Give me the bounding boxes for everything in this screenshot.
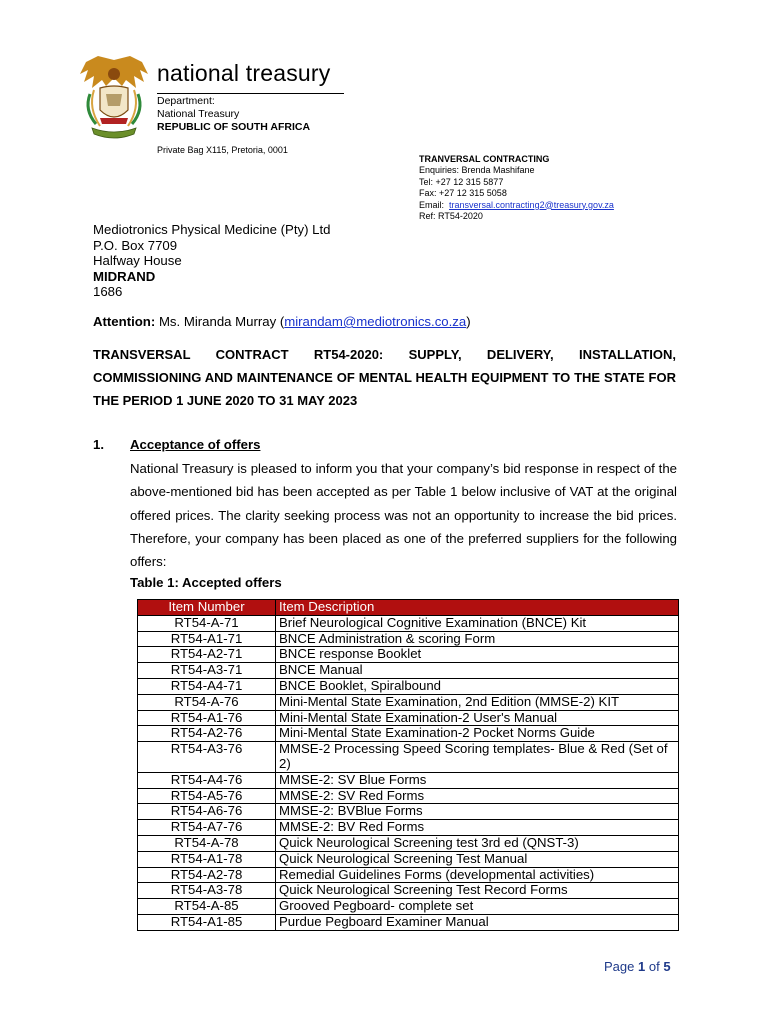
table-row bbox=[138, 726, 679, 742]
recipient-address bbox=[93, 222, 330, 300]
dept-line-3: REPUBLIC OF SOUTH AFRICA bbox=[157, 121, 311, 133]
item-number-cell: RT54-A2-78 bbox=[138, 867, 276, 883]
of-word: of bbox=[648, 959, 660, 974]
item-number-cell: RT54-A1-71 bbox=[138, 631, 276, 647]
contact-enquiries: Enquiries: Brenda Mashifane bbox=[419, 165, 535, 176]
contact-ref: Ref: RT54-2020 bbox=[419, 211, 483, 222]
page-word: Page bbox=[604, 959, 635, 974]
item-description-cell: Mini-Mental State Examination, 2nd Edition (MMSE-2) KIT bbox=[276, 694, 679, 710]
item-description-cell: Quick Neurological Screening Test Manual bbox=[276, 851, 679, 867]
table-row bbox=[138, 867, 679, 883]
subject-heading: TRANSVERSAL CONTRACT RT54-2020: SUPPLY, DELIVERY, INSTALLATION, COMMISSIONING AND MAINTENANCE OF MENTAL HEALTH EQUIPMENT TO THE STATE FOR THE PERIOD 1 JUNE 2020 TO 31 MAY 2023 bbox=[93, 347, 676, 408]
attention-email-link[interactable]: mirandam@mediotronics.co.za bbox=[284, 314, 467, 329]
table-row bbox=[138, 804, 679, 820]
coat-of-arms-logo bbox=[76, 54, 152, 140]
table-row bbox=[138, 772, 679, 788]
section-body: National Treasury is pleased to inform you that your company’s bid response in respect of the above-mentioned bid has been accepted as per Table 1 below inclusive of VAT at the original offered prices. The clarity seeking process was not an opportunity to increase the bid prices. Therefore, your company has been placed as one of the preferred suppliers for the following offers: bbox=[130, 461, 677, 570]
item-number-cell: RT54-A-71 bbox=[138, 615, 276, 631]
table-row bbox=[138, 678, 679, 694]
item-description-cell: MMSE-2: SV Blue Forms bbox=[276, 772, 679, 788]
item-number-cell: RT54-A4-76 bbox=[138, 772, 276, 788]
contact-fax: Fax: +27 12 315 5058 bbox=[419, 188, 507, 199]
recipient-box: P.O. Box 7709 bbox=[93, 237, 178, 253]
section-number: 1. bbox=[93, 437, 104, 452]
item-description-cell: BNCE response Booklet bbox=[276, 647, 679, 663]
table-row bbox=[138, 663, 679, 679]
contact-tel: Tel: +27 12 315 5877 bbox=[419, 176, 504, 187]
page-current: 1 bbox=[638, 959, 646, 974]
table-row bbox=[138, 851, 679, 867]
item-description-cell: MMSE-2: SV Red Forms bbox=[276, 788, 679, 804]
item-description-cell: MMSE-2: BVBlue Forms bbox=[276, 804, 679, 820]
item-number-cell: RT54-A1-85 bbox=[138, 914, 276, 930]
accepted-offers-table bbox=[137, 599, 679, 931]
table-row bbox=[138, 742, 679, 773]
recipient-area: Halfway House bbox=[93, 253, 182, 269]
table-header-row bbox=[138, 600, 679, 616]
table-row bbox=[138, 647, 679, 663]
private-bag-address: Private Bag X115, Pretoria, 0001 bbox=[157, 145, 288, 155]
item-description-cell: Purdue Pegboard Examiner Manual bbox=[276, 914, 679, 930]
attention-close: ) bbox=[466, 314, 471, 329]
item-description-cell: MMSE-2: BV Red Forms bbox=[276, 820, 679, 836]
attention-name: Ms. Miranda Murray ( bbox=[158, 314, 285, 329]
brand-divider bbox=[157, 93, 344, 94]
item-description-cell: MMSE-2 Processing Speed Scoring templates- Blue & Red (Set of 2) bbox=[276, 742, 679, 773]
item-number-cell: RT54-A3-71 bbox=[138, 663, 276, 679]
item-number-cell: RT54-A2-71 bbox=[138, 647, 276, 663]
contact-email-line bbox=[419, 200, 614, 211]
table-body bbox=[138, 615, 679, 930]
item-number-cell: RT54-A6-76 bbox=[138, 804, 276, 820]
page-total: 5 bbox=[663, 959, 671, 974]
item-number-cell: RT54-A2-76 bbox=[138, 726, 276, 742]
item-number-cell: RT54-A7-76 bbox=[138, 820, 276, 836]
section-title: Acceptance of offers bbox=[130, 437, 261, 452]
table-row bbox=[138, 788, 679, 804]
item-number-cell: RT54-A3-78 bbox=[138, 883, 276, 899]
item-description-cell: Grooved Pegboard- complete set bbox=[276, 899, 679, 915]
table-row bbox=[138, 820, 679, 836]
table-row bbox=[138, 694, 679, 710]
item-description-cell: Brief Neurological Cognitive Examination (BNCE) Kit bbox=[276, 615, 679, 631]
header-item-description: Item Description bbox=[276, 600, 679, 616]
item-description-cell: BNCE Manual bbox=[276, 663, 679, 679]
item-number-cell: RT54-A-85 bbox=[138, 899, 276, 915]
dept-line-2: National Treasury bbox=[157, 108, 240, 120]
attention-label: Attention: bbox=[93, 314, 156, 329]
table-row bbox=[138, 883, 679, 899]
item-description-cell: BNCE Booklet, Spiralbound bbox=[276, 678, 679, 694]
table-caption: Table 1: Accepted offers bbox=[130, 575, 282, 590]
item-number-cell: RT54-A4-71 bbox=[138, 678, 276, 694]
recipient-postcode: 1686 bbox=[93, 284, 123, 300]
item-description-cell: Quick Neurological Screening Test Record Forms bbox=[276, 883, 679, 899]
item-number-cell: RT54-A-76 bbox=[138, 694, 276, 710]
brand-name: national treasury bbox=[157, 60, 331, 86]
item-number-cell: RT54-A1-78 bbox=[138, 851, 276, 867]
recipient-company: Mediotronics Physical Medicine (Pty) Ltd bbox=[93, 222, 331, 237]
page-indicator bbox=[604, 959, 671, 974]
item-description-cell: Quick Neurological Screening test 3rd ed (QNST-3) bbox=[276, 835, 679, 851]
item-number-cell: RT54-A-78 bbox=[138, 835, 276, 851]
department-block bbox=[157, 95, 310, 134]
item-description-cell: Remedial Guidelines Forms (developmental activities) bbox=[276, 867, 679, 883]
attention-line bbox=[93, 314, 471, 329]
item-number-cell: RT54-A1-76 bbox=[138, 710, 276, 726]
table-row bbox=[138, 835, 679, 851]
table-row bbox=[138, 631, 679, 647]
table-row bbox=[138, 914, 679, 930]
item-number-cell: RT54-A3-76 bbox=[138, 742, 276, 773]
header-item-number: Item Number bbox=[138, 600, 276, 616]
item-description-cell: BNCE Administration & scoring Form bbox=[276, 631, 679, 647]
contact-heading: TRANVERSAL CONTRACTING bbox=[419, 154, 550, 164]
contact-email-label: Email: bbox=[419, 199, 445, 210]
dept-line-1: Department: bbox=[157, 95, 215, 107]
contact-email-link[interactable]: transversal.contracting2@treasury.gov.za bbox=[449, 199, 614, 210]
recipient-city: MIDRAND bbox=[93, 268, 156, 284]
item-description-cell: Mini-Mental State Examination-2 Pocket Norms Guide bbox=[276, 726, 679, 742]
table-row bbox=[138, 615, 679, 631]
item-number-cell: RT54-A5-76 bbox=[138, 788, 276, 804]
contact-block bbox=[419, 154, 614, 222]
item-description-cell: Mini-Mental State Examination-2 User's Manual bbox=[276, 710, 679, 726]
table-row bbox=[138, 710, 679, 726]
table-row bbox=[138, 899, 679, 915]
